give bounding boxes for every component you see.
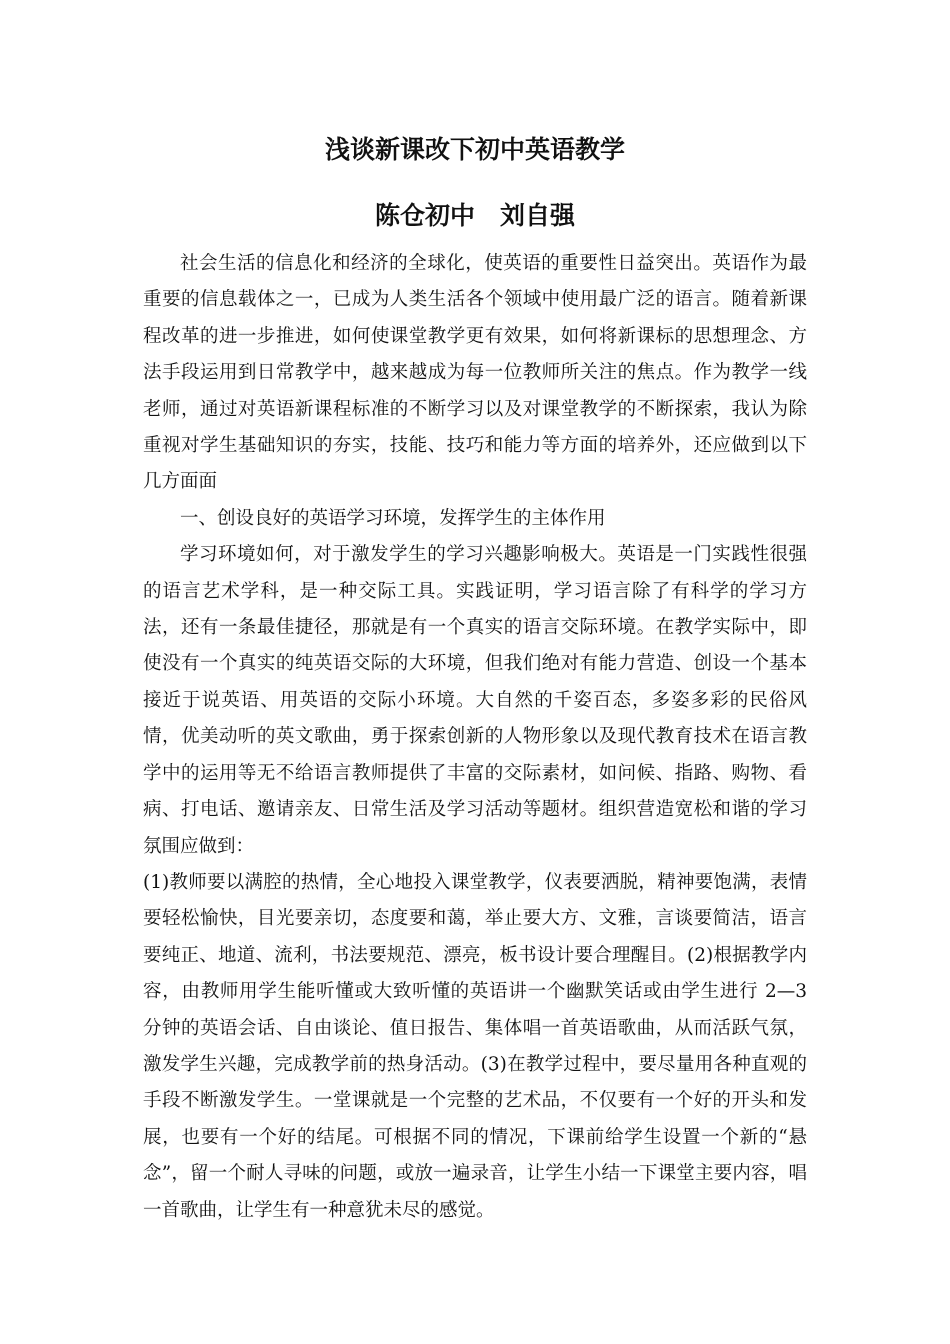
document-body xyxy=(143,246,807,1229)
paragraph-methods: (1)教师要以满腔的热情，全心地投入课堂教学，仪表要洒脱，精神要饱满，表情要轻松愉快，目光要亲切，态度要和蔼，举止要大方、文雅，言谈要简洁，语言要纯正、地道、流利，书法要规范、漂亮，板书设计要合理醒目。(2)根据教学内容，由教师用学生能听懂或大致听懂的英语讲一个幽默笑话或由学生进行 2—3 分钟的英语会话、自由谈论、值日报告、集体唱一首英语歌曲，从而活跃气氛，激发学生兴趣，完成教学前的热身活动。(3)在教学过程中，要尽量用各种直观的手段不断激发学生。一堂课就是一个完整的艺术品，不仅要有一个好的开头和发展，也要有一个好的结尾。可根据不同的情况，下课前给学生设置一个新的“悬念”，留一个耐人寻味的问题，或放一遍录音，让学生小结一下课堂主要内容，唱一首歌曲，让学生有一种意犹未尽的感觉。 xyxy=(143,871,807,1221)
paragraph-environment: 学习环境如何，对于激发学生的学习兴趣影响极大。英语是一门实践性很强的语言艺术学科，是一种交际工具。实践证明，学习语言除了有科学的学习方法，还有一条最佳捷径，那就是有一个真实的语言交际环境。在教学实际中，即使没有一个真实的纯英语交际的大环境，但我们绝对有能力营造、创设一个基本接近于说英语、用英语的交际小环境。大自然的千姿百态，多姿多彩的民俗风情，优美动听的英文歌曲，勇于探索创新的人物形象以及现代教育技术在语言教学中的运用等无不给语言教师提供了丰富的交际素材，如问候、指路、购物、看病、打电话、邀请亲友、日常生活及学习活动等题材。组织营造宽松和谐的学习氛围应做到： xyxy=(143,544,807,857)
document-title: 浅谈新课改下初中英语教学 xyxy=(324,135,625,164)
paragraph-intro: 社会生活的信息化和经济的全球化，使英语的重要性日益突出。英语作为最重要的信息载体之一，已成为人类生活各个领域中使用最广泛的语言。随着新课程改革的进一步推进，如何使课堂教学更有效果，如何将新课标的思想理念、方法手段运用到日常教学中，越来越成为每一位教师所关注的焦点。作为教学一线老师，通过对英语新课程标准的不断学习以及对课堂教学的不断探索，我认为除重视对学生基础知识的夯实，技能、技巧和能力等方面的培养外，还应做到以下几方面面 xyxy=(143,253,807,493)
document-author: 陈仓初中 刘自强 xyxy=(374,201,575,230)
section-heading-1: 一、创设良好的英语学习环境，发挥学生的主体作用 xyxy=(180,507,606,529)
